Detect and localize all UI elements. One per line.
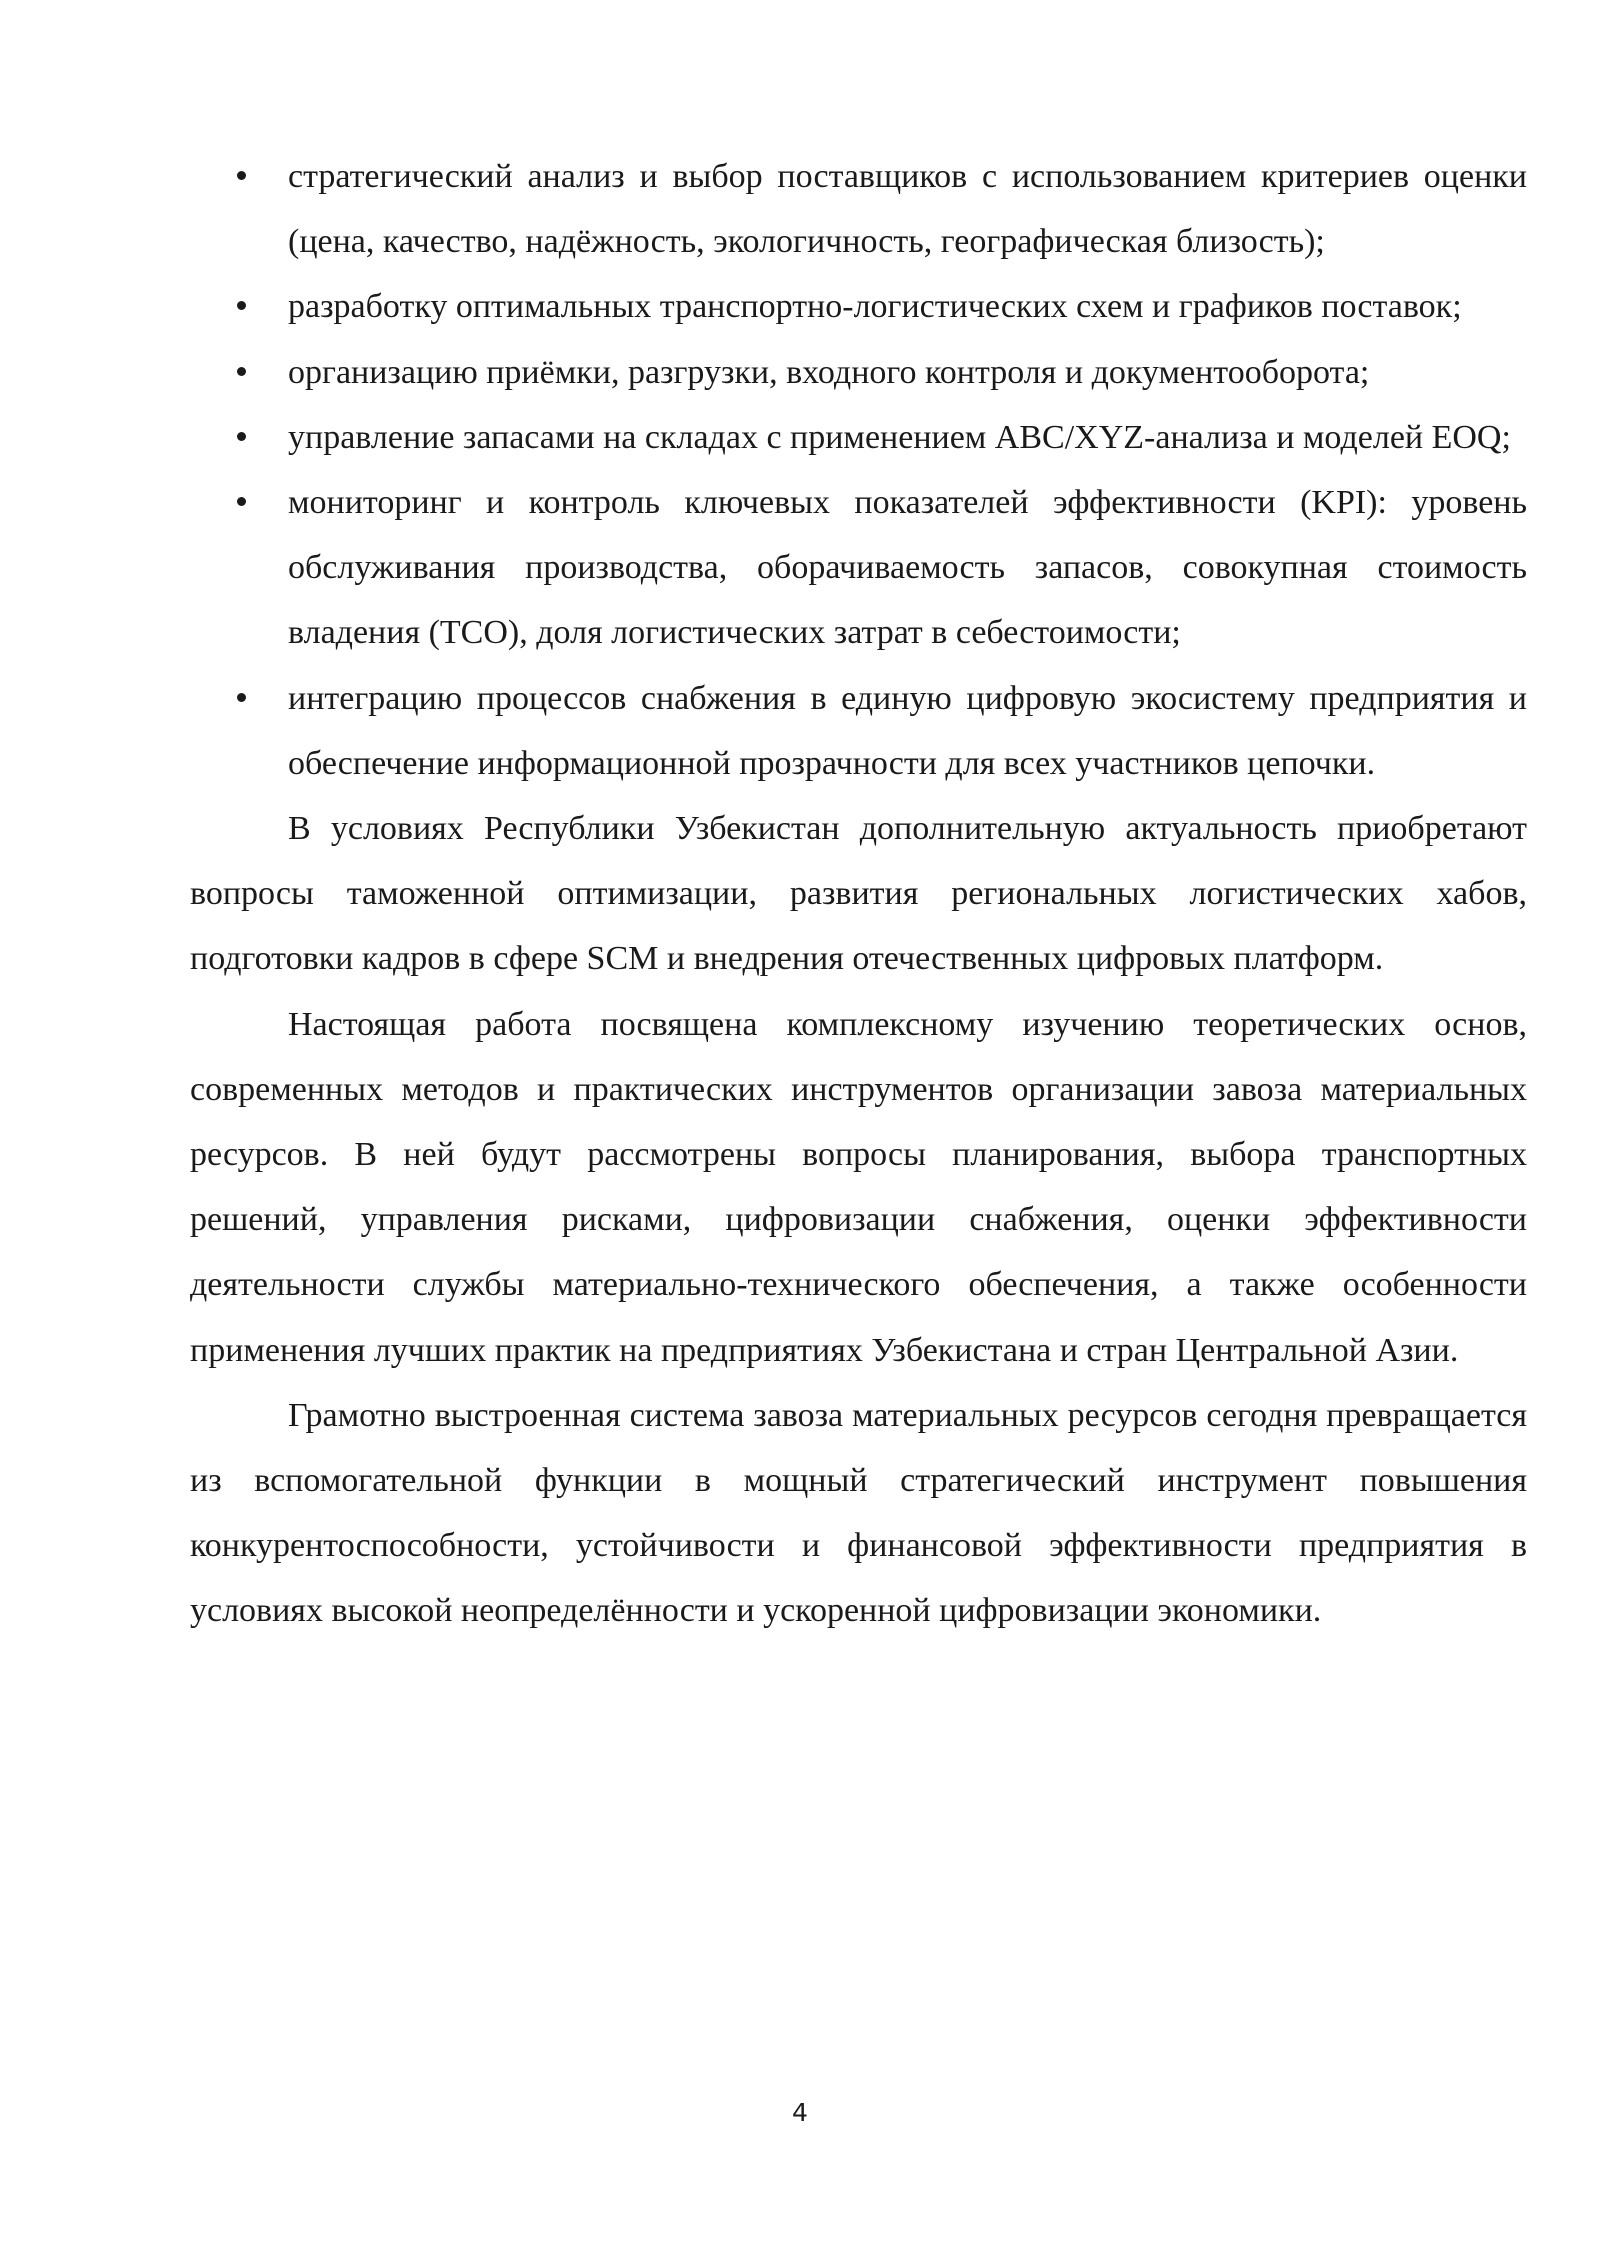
bullet-icon (237, 171, 246, 180)
list-item (190, 274, 1527, 339)
paragraph: В условиях Республики Узбекистан дополнительную актуальность приобретают вопросы таможенной оптимизации, развития региональных логистических хабов, подготовки кадров в сфере SCM и внедрения отечественных цифровых платформ. (190, 810, 1527, 978)
list-item (190, 340, 1527, 405)
list-item-text: мониторинг и контроль ключевых показателей эффективности (KPI): уровень обслуживания производства, оборачиваемость запасов, совокупная стоимость владения (TCO), доля логистических затрат в себестоимости; (288, 484, 1527, 652)
list-item-text: организацию приёмки, разгрузки, входного контроля и документооборота; (288, 353, 1370, 391)
bullet-icon (237, 367, 246, 376)
list-item-text: разработку оптимальных транспортно-логистических схем и графиков поставок; (288, 288, 1462, 326)
page-content (190, 144, 1527, 1644)
paragraph: Грамотно выстроенная система завоза материальных ресурсов сегодня превращается из вспомогательной функции в мощный стратегический инструмент повышения конкурентоспособности, устойчивости и финансовой эффективности предприятия в условиях высокой неопределённости и ускоренной цифровизации экономики. (190, 1396, 1527, 1630)
paragraph: Настоящая работа посвящена комплексному изучению теоретических основ, современных методов и практических инструментов организации завоза материальных ресурсов. В ней будут рассмотрены вопросы планирования, выбора транспортных решений, управления рисками, цифровизации снабжения, оценки эффективности деятельности службы материально-технического обеспечения, а также особенности применения лучших практик на предприятиях Узбекистана и стран Центральной Азии. (190, 1005, 1527, 1369)
bullet-icon (237, 693, 246, 702)
list-item (190, 144, 1527, 274)
bullet-icon (237, 497, 246, 506)
list-item (190, 666, 1527, 796)
page-number: 4 (792, 2098, 808, 2127)
bullet-list (190, 144, 1527, 796)
list-item-text: стратегический анализ и выбор поставщиков с использованием критериев оценки (цена, качество, надёжность, экологичность, географическая близость); (288, 158, 1527, 261)
list-item-text: управление запасами на складах с применением ABC/XYZ-анализа и моделей EOQ; (288, 418, 1511, 456)
bullet-icon (237, 432, 246, 441)
bullet-icon (237, 301, 246, 310)
list-item (190, 470, 1527, 666)
list-item-text: интеграцию процессов снабжения в единую цифровую экосистему предприятия и обеспечение информационной прозрачности для всех участников цепочки. (288, 679, 1527, 782)
list-item (190, 405, 1527, 470)
